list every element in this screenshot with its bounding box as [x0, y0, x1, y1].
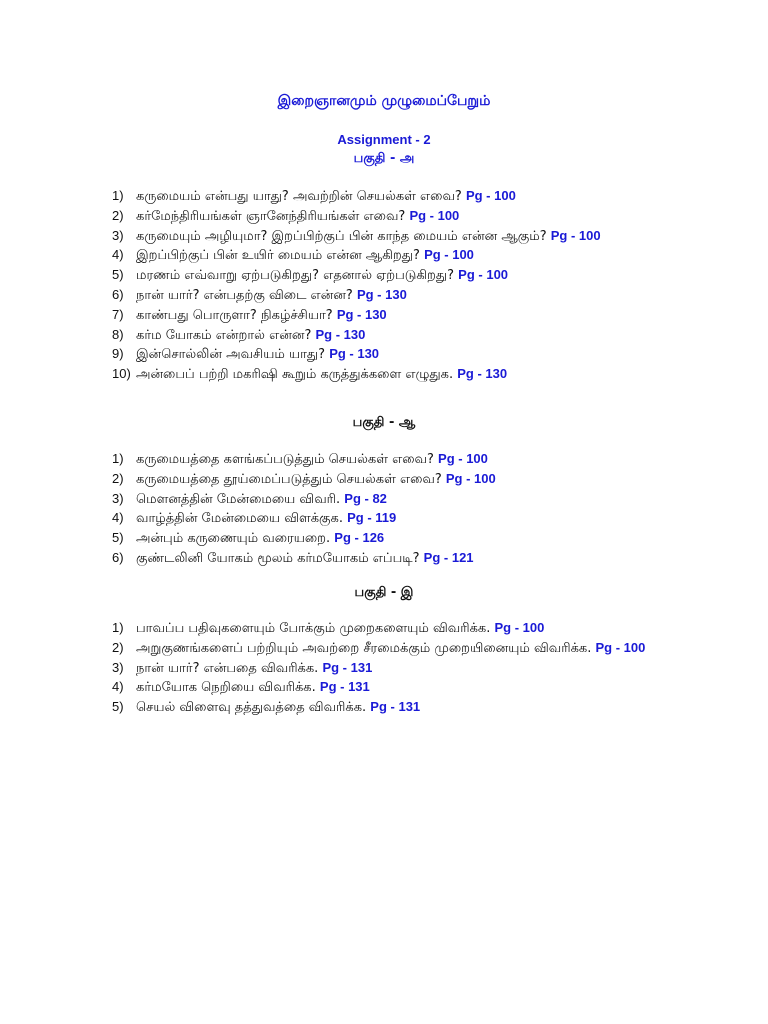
page-reference: Pg - 100	[550, 227, 601, 243]
question-text: பாவப்ப பதிவுகளையும் போக்கும் முறைகளையும் விவரிக்க.	[136, 621, 495, 636]
item-number: 1)	[112, 451, 124, 466]
list-item	[112, 549, 672, 569]
item-number: 3)	[112, 659, 124, 675]
list-item	[112, 619, 672, 639]
question-text: செயல் விளைவு தத்துவத்தை விவரிக்க.	[136, 700, 371, 716]
assignment-label: Assignment - 2	[337, 132, 431, 147]
page-reference: Pg - 131	[322, 659, 373, 675]
page-reference: Pg - 100	[595, 639, 646, 655]
list-item	[112, 246, 672, 266]
item-number: 3)	[112, 490, 124, 506]
question-text: காண்பது பொருளா? நிகழ்ச்சியா?	[136, 307, 337, 323]
list-item	[112, 698, 672, 718]
page-reference: Pg - 100	[438, 451, 488, 466]
list-item	[112, 266, 672, 286]
item-number: 2)	[112, 470, 124, 486]
question-text: கர்மேந்திரியங்கள் ஞானேந்திரியங்கள் எவை?	[136, 208, 410, 224]
item-number: 9)	[112, 346, 124, 362]
question-text: மரணம் எவ்வாறு ஏற்படுகிறது? எதனால் ஏற்படுகிறது?	[136, 268, 459, 284]
item-number: 7)	[112, 306, 124, 322]
question-text: கர்மயோக நெறியை விவரிக்க.	[136, 680, 320, 696]
list-item	[112, 227, 672, 247]
page-reference: Pg - 100	[445, 470, 496, 486]
list-item	[112, 207, 672, 227]
question-text: வாழ்த்தின் மேன்மையை விளக்குக.	[136, 511, 348, 527]
list-item	[112, 345, 672, 365]
list-item	[112, 678, 672, 698]
item-number: 2)	[112, 207, 124, 223]
page-reference: Pg - 130	[315, 326, 366, 342]
list-item	[112, 286, 672, 306]
page-reference: Pg - 121	[423, 549, 474, 565]
page-reference: Pg - 131	[370, 699, 421, 715]
item-number: 1)	[112, 620, 124, 635]
list-item	[112, 306, 672, 326]
question-text: கருமையத்தை தூய்மைப்படுத்தும் செயல்கள் எவை?	[136, 471, 446, 487]
section-heading-i: பகுதி - இ	[354, 585, 414, 600]
item-number: 10)	[112, 366, 131, 382]
question-text: கருமையம் என்பது யாது? அவற்றின் செயல்கள் எவை?	[136, 189, 466, 204]
item-number: 4)	[112, 679, 124, 695]
item-number: 4)	[112, 247, 124, 263]
page-reference: Pg - 119	[347, 510, 397, 526]
item-number: 5)	[112, 267, 124, 283]
section-heading-a: பகுதி - அ	[353, 151, 415, 166]
page-reference: Pg - 100	[465, 188, 516, 203]
question-list-aa	[112, 450, 672, 569]
item-number: 4)	[112, 510, 124, 526]
question-text: குண்டலினி யோகம் மூலம் கர்மயோகம் எப்படி?	[136, 550, 424, 566]
list-item	[112, 187, 672, 207]
section-heading-aa: பகுதி - ஆ	[352, 415, 416, 430]
page-reference: Pg - 100	[409, 207, 460, 223]
list-item	[112, 470, 672, 490]
page-reference: Pg - 131	[319, 679, 370, 695]
page-reference: Pg - 100	[424, 247, 474, 263]
list-item	[112, 326, 672, 346]
page-reference: Pg - 130	[329, 346, 380, 362]
question-text: இறப்பிற்குப் பின் உயிர் மையம் என்ன ஆகிறது?	[136, 248, 425, 264]
question-text: கருமையும் அழியுமா? இறப்பிற்குப் பின் காந்த மையம் என்ன ஆகும்?	[136, 228, 551, 244]
page-reference: Pg - 130	[457, 366, 508, 382]
list-item	[112, 365, 672, 385]
page-reference: Pg - 82	[344, 490, 387, 506]
item-number: 6)	[112, 549, 124, 565]
question-text: அறுகுணங்களைப் பற்றியும் அவற்றை சீரமைக்கும் முறையினையும் விவரிக்க.	[136, 640, 596, 656]
question-text: அன்பைப் பற்றி மகரிஷி கூறும் கருத்துக்களை எழுதுக.	[136, 367, 458, 383]
item-number: 5)	[112, 699, 124, 715]
page-reference: Pg - 126	[334, 530, 385, 546]
item-number: 5)	[112, 530, 124, 546]
page-reference: Pg - 100	[458, 267, 509, 283]
item-number: 1)	[112, 188, 124, 203]
list-item	[112, 450, 672, 470]
list-item	[112, 509, 672, 529]
question-list-i	[112, 619, 672, 718]
list-item	[112, 490, 672, 510]
list-item	[112, 639, 672, 659]
list-item	[112, 659, 672, 679]
question-text: நான் யார்? என்பதற்கு விடை என்ன?	[136, 287, 357, 303]
question-text: இன்சொல்லின் அவசியம் யாது?	[136, 347, 330, 363]
list-item	[112, 529, 672, 549]
item-number: 2)	[112, 639, 124, 655]
question-list-a	[112, 187, 672, 385]
page-reference: Pg - 130	[356, 286, 407, 302]
question-text: அன்பும் கருணையும் வரையறை.	[136, 531, 335, 547]
page-reference: Pg - 100	[494, 620, 545, 635]
question-text: கருமையத்தை களங்கப்படுத்தும் செயல்கள் எவை?	[136, 452, 439, 467]
item-number: 6)	[112, 286, 124, 302]
question-text: நான் யார்? என்பதை விவரிக்க.	[136, 660, 323, 676]
question-text: கர்ம யோகம் என்றால் என்ன?	[136, 327, 316, 343]
item-number: 3)	[112, 227, 124, 243]
question-text: மௌனத்தின் மேன்மையை விவரி.	[136, 491, 345, 507]
document-title: இறைஞானமும் முழுமைப்பேறும்	[277, 93, 491, 109]
page-reference: Pg - 130	[336, 306, 387, 322]
item-number: 8)	[112, 326, 124, 342]
